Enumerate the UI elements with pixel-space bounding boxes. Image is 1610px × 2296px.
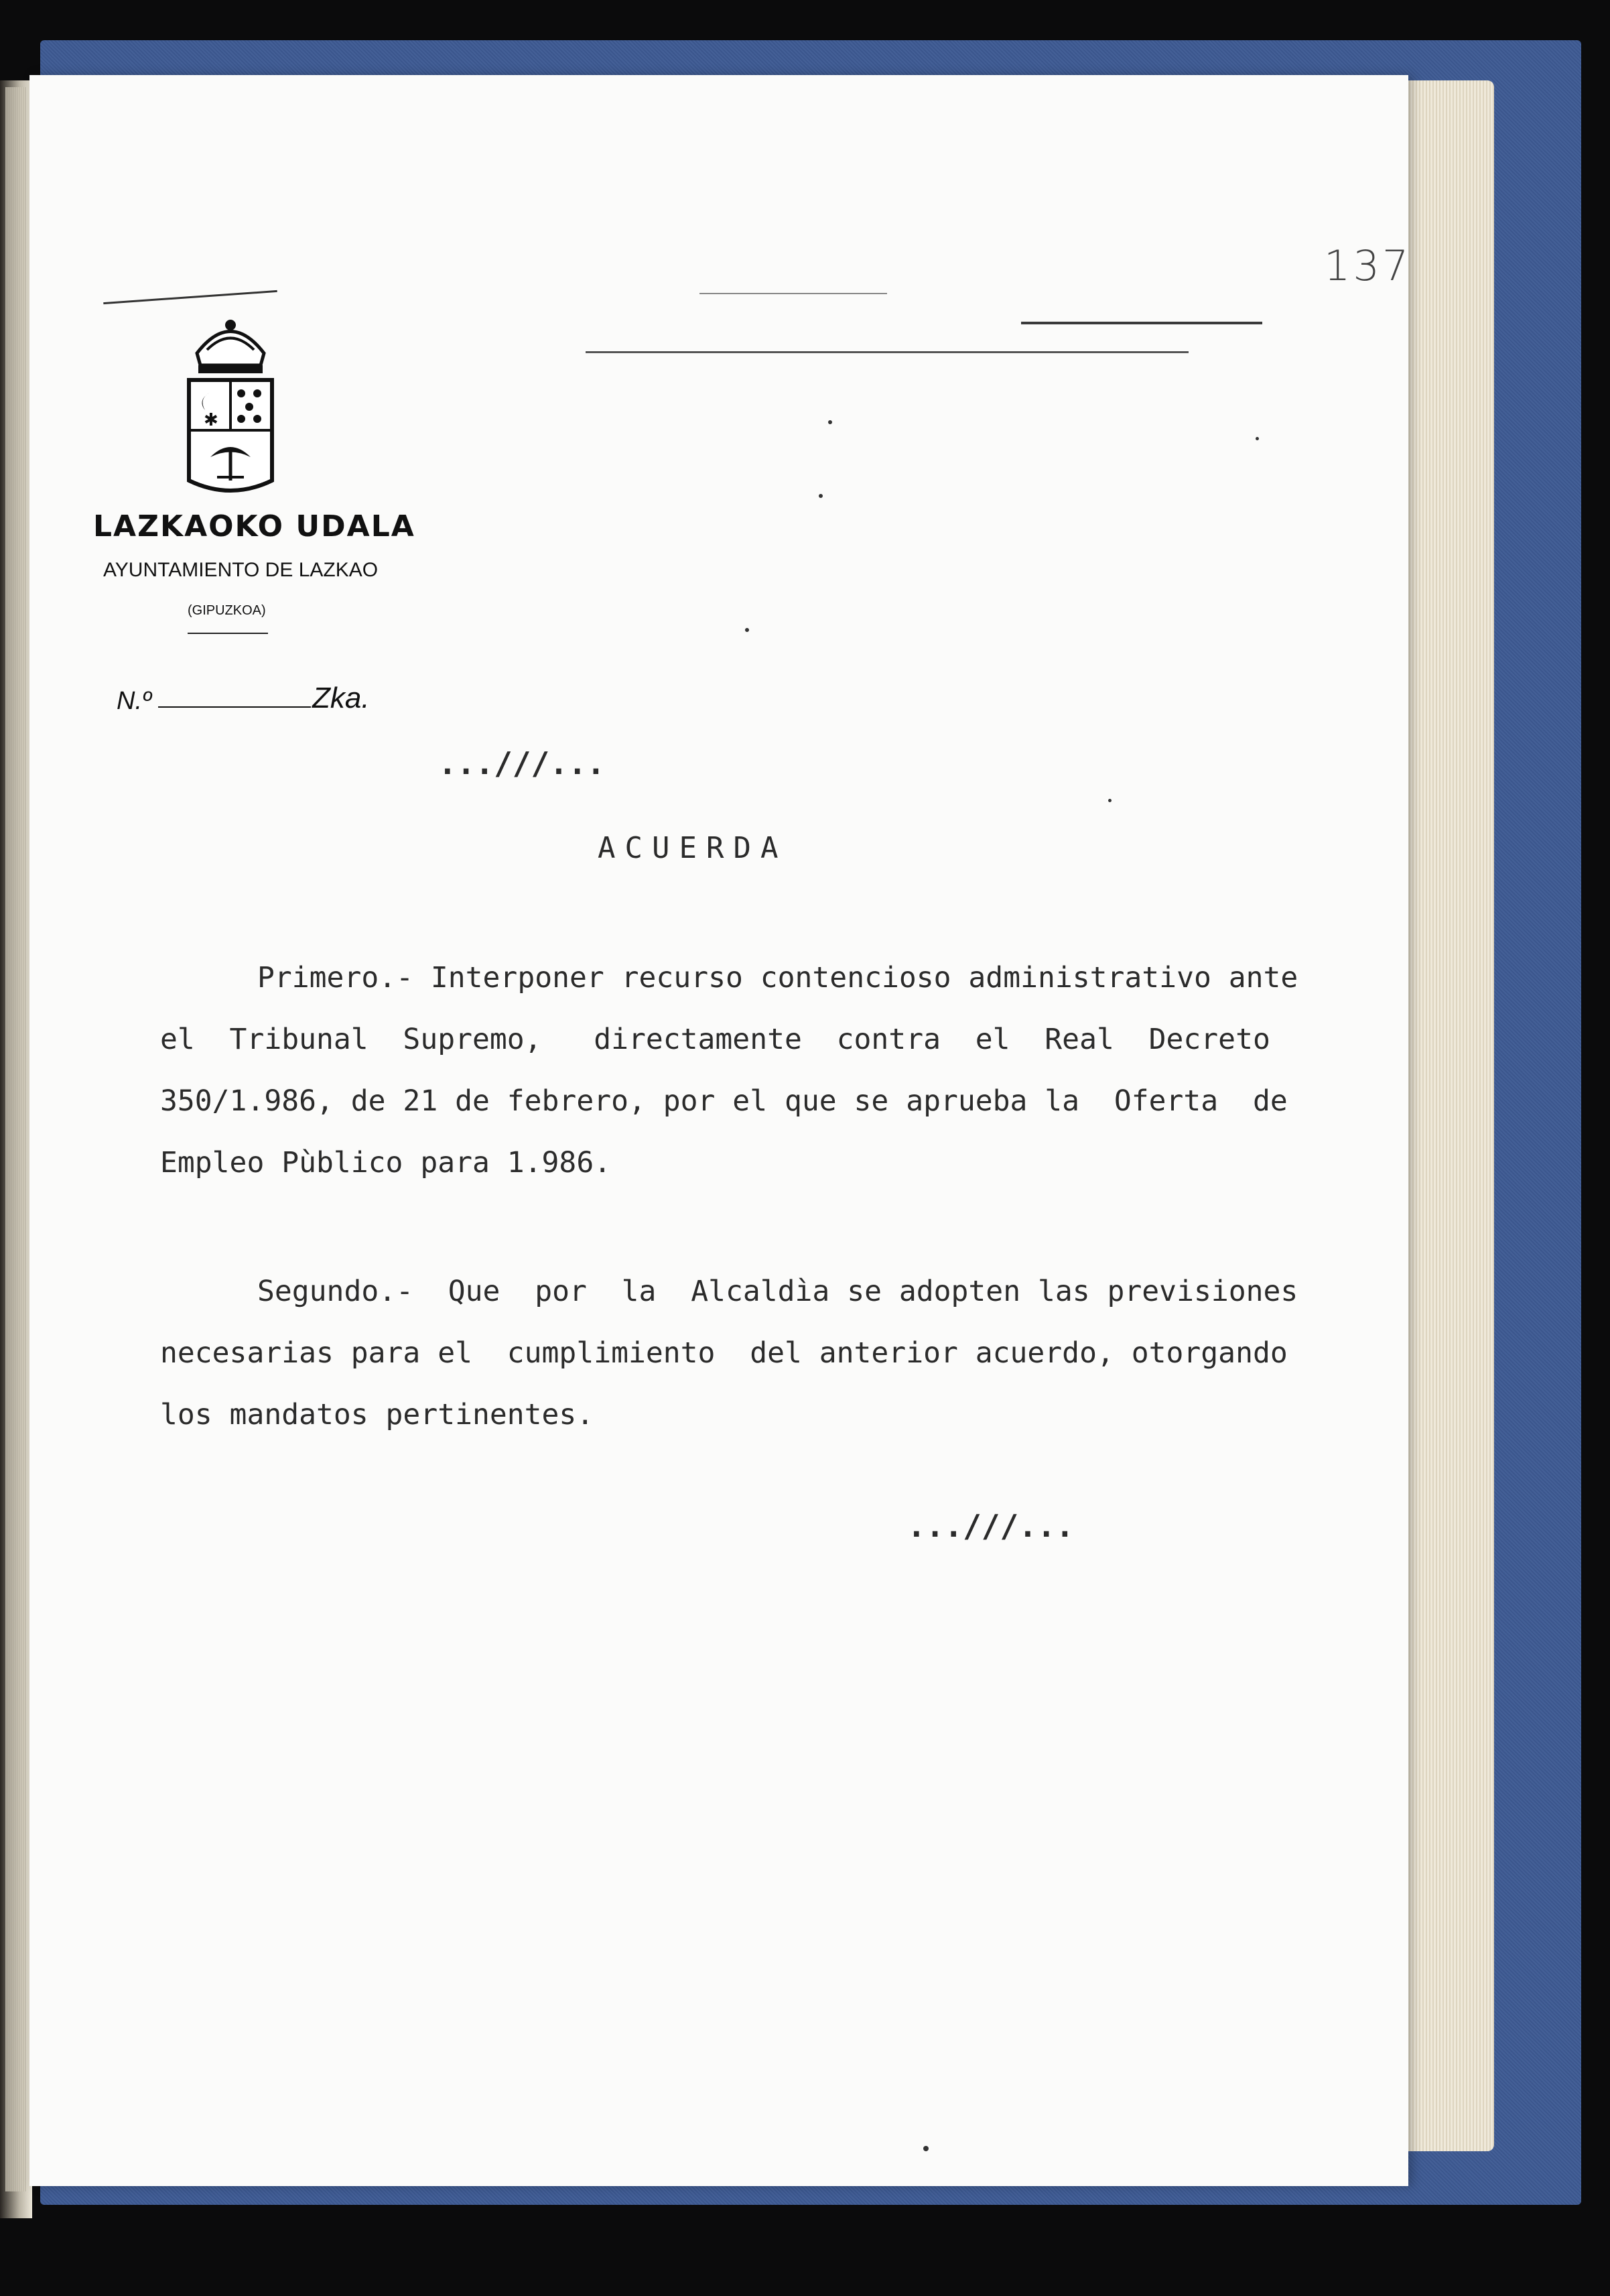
separator-bottom: ...///... [907,1508,1075,1544]
left-page-stack [5,87,25,2191]
header-rule [699,293,887,294]
scan-speck [923,2146,929,2151]
page-number: 137 [1324,241,1412,290]
zka-label: Zka. [312,682,370,714]
paragraph-2-line: necesarias para el cumplimiento del anterior acuerdo, otorgando [160,1336,1288,1370]
paragraph-1-line: Empleo Pùblico para 1.986. [160,1146,612,1179]
organization-subtitle: AYUNTAMIENTO DE LAZKAO [103,559,379,581]
scan-speck [1108,799,1112,802]
scan-speck [819,494,823,498]
paragraph-1-line: Primero.- Interponer recurso contencioso administrativo ante [257,961,1298,995]
scan-speck [828,420,832,424]
header-rule [103,290,277,304]
paragraph-2-line: los mandatos pertinentes. [160,1398,594,1431]
number-line [158,706,311,708]
scan-speck [1256,437,1259,440]
coat-of-arms-icon [177,313,284,501]
header-rule [1021,322,1262,324]
document-heading: ACUERDA [598,831,788,865]
province-underline [188,633,268,634]
document-page [29,75,1412,2186]
separator-top: ...///... [438,745,606,781]
paragraph-1-line: 350/1.986, de 21 de febrero, por el que se aprueba la Oferta de [160,1084,1288,1118]
scan-speck [745,628,749,632]
number-label: N.º [117,687,151,715]
organization-name: LAZKAOKO UDALA [93,509,415,544]
header-rule [586,351,1189,353]
svg-text:✱: ✱ [204,410,218,430]
paragraph-1-line: el Tribunal Supremo, directamente contra el Real Decreto [160,1023,1270,1056]
paragraph-2-line: Segundo.- Que por la Alcaldìa se adopten las previsiones [257,1275,1298,1308]
organization-province: (GIPUZKOA) [188,603,266,618]
